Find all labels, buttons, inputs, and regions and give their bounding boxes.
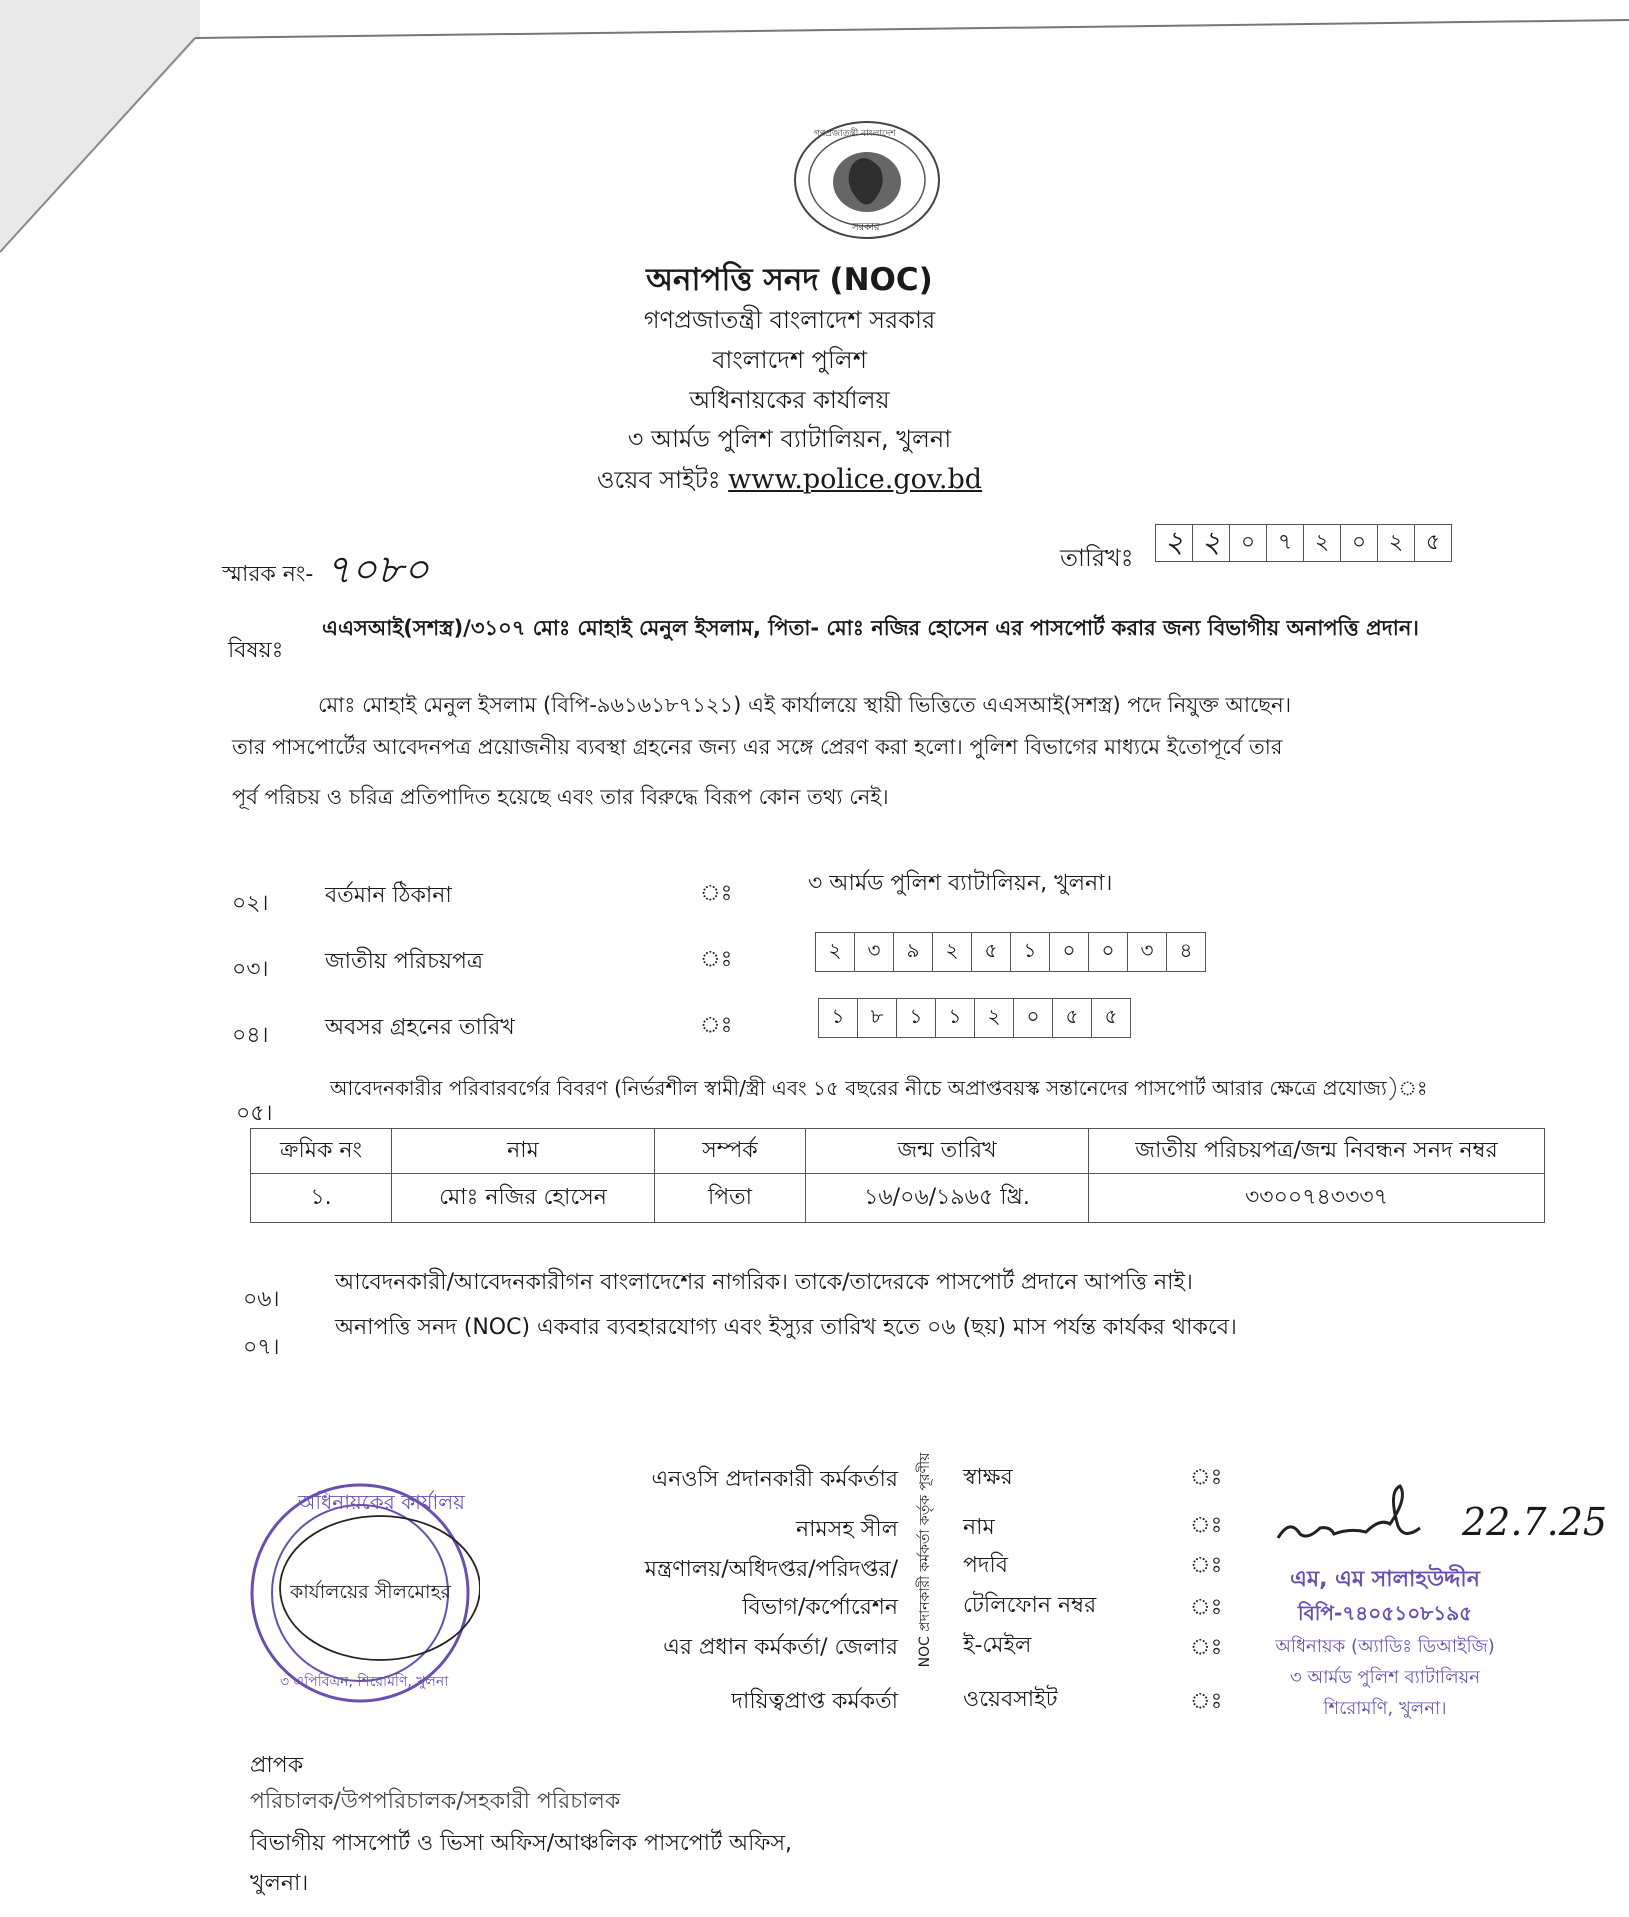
website-label: ওয়েব সাইটঃ <box>596 466 721 494</box>
header-office: অধিনায়কের কার্যালয় <box>689 386 890 414</box>
sig-left-4: বিভাগ/কর্পোরেশন <box>742 1595 898 1620</box>
nid-digit: ১ <box>1010 932 1049 972</box>
seal-text-top: গণপ্রজাতন্ত্রী বাংলাদেশ <box>814 129 896 139</box>
item-04-colon: ঃ <box>700 1013 733 1038</box>
nid-digit: ০ <box>1049 932 1088 972</box>
cell-relation: পিতা <box>655 1174 806 1223</box>
item-03-colon: ঃ <box>700 947 733 972</box>
sig-left-2: নামসহ সীল <box>795 1517 898 1542</box>
header-battalion: ৩ আর্মড পুলিশ ব্যাটালিয়ন, খুলনা <box>627 425 952 453</box>
officer-name: এম, এম সালাহউদ্দীন <box>1290 1567 1480 1592</box>
item-05-label: আবেদনকারীর পরিবারবর্গের বিবরণ (নির্ভরশীল স্বামী/স্ত্রী এবং ১৫ বছরের নীচে অপ্রাপ্তবয়স্ক সন্তানেদের পাসপোর্ট আরার ক্ষেত্রে প্রযোজ্য)ঃ <box>330 1076 1428 1100</box>
col-relation: সম্পর্ক <box>655 1129 806 1174</box>
field-colon: ঃ <box>1190 1689 1223 1714</box>
recipient-line-1: পরিচালক/উপপরিচালক/সহকারী পরিচালক <box>250 1789 621 1814</box>
website-link[interactable]: www.police.gov.bd <box>728 464 983 495</box>
govt-seal <box>792 120 942 240</box>
field-telephone: টেলিফোন নম্বর <box>963 1593 1097 1618</box>
header-website <box>0 462 1604 502</box>
nid-digit: ২ <box>932 932 971 972</box>
item-07-text: অনাপত্তি সনদ (NOC) একবার ব্যবহারযোগ্য এবং ইস্যুর তারিখ হতে ০৬ (ছয়) মাস পর্যন্ত কার্যকর থাকবে। <box>335 1315 1237 1340</box>
retire-digit: ৮ <box>857 998 896 1038</box>
item-07-num: ০৭। <box>243 1335 280 1360</box>
retire-digit: ১ <box>935 998 974 1038</box>
recipient-label: প্রাপক <box>250 1753 304 1778</box>
doc-title: অনাপত্তি সনদ (NOC) <box>646 262 933 298</box>
table-row <box>251 1174 1545 1223</box>
recipient-line-3: খুলনা। <box>250 1871 309 1896</box>
date-digit: ২ <box>1192 524 1229 562</box>
field-website: ওয়েবসাইট <box>963 1687 1058 1712</box>
subject-label: বিষয়ঃ <box>228 638 284 663</box>
nid-digit: ৯ <box>893 932 932 972</box>
field-colon: ঃ <box>1190 1595 1223 1620</box>
body-line-1: মোঃ মোহাই মেনুল ইসলাম (বিপি-৯৬১৬১৮৭১২১) এই কার্যালয়ে স্থায়ী ভিত্তিতে এএসআই(সশস্ত্র) পদে নিযুক্ত আছেন। <box>318 693 1292 717</box>
round-seal-bottom: ৩ এপিবিএন, শিরোমণি, খুলনা <box>280 1674 449 1690</box>
item-02-label: বর্তমান ঠিকানা <box>325 883 452 908</box>
col-nid: জাতীয় পরিচয়পত্র/জন্ম নিবন্ধন সনদ নম্বর <box>1089 1129 1545 1174</box>
date-digit: ২ <box>1377 524 1414 562</box>
nid-boxes <box>815 932 1206 972</box>
date-boxes <box>1155 524 1452 562</box>
retire-digit: ২ <box>974 998 1013 1038</box>
retirement-date-boxes <box>818 998 1131 1038</box>
date-digit: ২ <box>1303 524 1340 562</box>
item-02-colon: ঃ <box>700 881 733 906</box>
item-04-num: ০৪। <box>232 1023 269 1048</box>
field-colon: ঃ <box>1190 1513 1223 1538</box>
seal-text-bottom: সরকার <box>852 222 880 233</box>
signature-date: 22.7.25 <box>1462 1500 1608 1544</box>
nid-digit: ৪ <box>1166 932 1206 972</box>
sig-left-3: মন্ত্রণালয়/অধিদপ্তর/পরিদপ্তর/ <box>644 1557 898 1582</box>
col-dob: জন্ম তারিখ <box>806 1129 1089 1174</box>
item-06-text: আবেদনকারী/আবেদনকারীগন বাংলাদেশের নাগরিক। তাকে/তাদেরকে পাসপোর্ট প্রদানে আপত্তি নাই। <box>335 1270 1193 1295</box>
field-designation: পদবি <box>963 1553 1009 1578</box>
memo-label: স্মারক নং- <box>222 562 314 587</box>
officer-unit: ৩ আর্মড পুলিশ ব্যাটালিয়ন <box>1290 1667 1480 1688</box>
date-digit: ৫ <box>1414 524 1452 562</box>
cell-name: মোঃ নজির হোসেন <box>392 1174 655 1223</box>
item-03-num: ০৩। <box>232 957 269 982</box>
nid-digit: ০ <box>1088 932 1127 972</box>
officer-stamp <box>1235 1562 1535 1725</box>
header-govt: গণপ্রজাতন্ত্রী বাংলাদেশ সরকার <box>643 306 936 334</box>
handwritten-signature <box>1270 1478 1450 1558</box>
field-signature: স্বাক্ষর <box>963 1465 1013 1490</box>
col-serial: ক্রমিক নং <box>251 1129 392 1174</box>
officer-bp: বিপি-৭৪০৫১০৮১৯৫ <box>1297 1601 1473 1625</box>
body-line-2: তার পাসপোর্টের আবেদনপত্র প্রয়োজনীয় ব্যবস্থা গ্রহনের জন্য এর সঙ্গে প্রেরণ করা হলো। পুলিশ বিভাগের মাধ্যমে ইতোপূর্বে তার <box>232 735 1283 759</box>
sig-left-5: এর প্রধান কর্মকর্তা/ জেলার <box>663 1635 898 1660</box>
field-email: ই-মেইল <box>963 1633 1032 1658</box>
date-label: তারিখঃ <box>1060 544 1134 572</box>
round-office-seal <box>240 1478 480 1708</box>
item-05-num: ০৫। <box>236 1101 273 1126</box>
item-06-num: ০৬। <box>243 1287 280 1312</box>
family-table-header <box>251 1129 1545 1174</box>
nid-digit: ৩ <box>1127 932 1166 972</box>
retire-digit: ০ <box>1013 998 1052 1038</box>
date-digit: ০ <box>1229 524 1266 562</box>
retire-digit: ৫ <box>1052 998 1091 1038</box>
vertical-note: NOC প্রদানকারী কর্মকর্তা কর্তৃক পূরণীয় <box>917 1452 933 1668</box>
date-digit: ২ <box>1155 524 1192 562</box>
retire-digit: ১ <box>896 998 935 1038</box>
subject-text: এএসআই(সশস্ত্র)/৩১০৭ মোঃ মোহাই মেনুল ইসলাম, পিতা- মোঃ নজির হোসেন এর পাসপোর্ট করার জন্য বিভাগীয় অনাপত্তি প্রদান। <box>322 616 1419 640</box>
sig-left-6: দায়িত্বপ্রাপ্ত কর্মকর্তা <box>731 1689 898 1714</box>
item-03-label: জাতীয় পরিচয়পত্র <box>325 949 484 974</box>
nid-digit: ৫ <box>971 932 1010 972</box>
memo-number: ৭০৮০ <box>325 547 429 593</box>
current-address: ৩ আর্মড পুলিশ ব্যাটালিয়ন, খুলনা। <box>808 871 1113 896</box>
nid-digit: ২ <box>815 932 854 972</box>
officer-title: অধিনায়ক (অ্যাডিঃ ডিআইজি) <box>1275 1636 1495 1657</box>
col-name: নাম <box>392 1129 655 1174</box>
header-police: বাংলাদেশ পুলিশ <box>712 346 867 374</box>
field-colon: ঃ <box>1190 1553 1223 1578</box>
nid-digit: ৩ <box>854 932 893 972</box>
office-seal-label: কার্যালয়ের সীলমোহর <box>290 1581 452 1603</box>
item-02-num: ০২। <box>232 891 269 916</box>
officer-place: শিরোমণি, খুলনা। <box>1323 1698 1447 1719</box>
recipient-line-2: বিভাগীয় পাসপোর্ট ও ভিসা অফিস/আঞ্চলিক পাসপোর্ট অফিস, <box>250 1831 792 1856</box>
retire-digit: ১ <box>818 998 857 1038</box>
body-line-3: পূর্ব পরিচয় ও চরিত্র প্রতিপাদিত হয়েছে এবং তার বিরুদ্ধে বিরূপ কোন তথ্য নেই। <box>232 785 889 809</box>
cell-nid: ৩৩০০৭৪৩৩৩৭ <box>1089 1174 1545 1223</box>
date-digit: ০ <box>1340 524 1377 562</box>
field-name: নাম <box>963 1515 995 1540</box>
date-digit: ৭ <box>1266 524 1303 562</box>
sig-left-1: এনওসি প্রদানকারী কর্মকর্তার <box>651 1467 898 1492</box>
cell-dob: ১৬/০৬/১৯৬৫ খ্রি. <box>806 1174 1089 1223</box>
round-seal-text: অধিনায়কের কার্যালয় <box>298 1490 465 1514</box>
field-colon: ঃ <box>1190 1635 1223 1660</box>
field-colon: ঃ <box>1190 1465 1223 1490</box>
item-04-label: অবসর গ্রহনের তারিখ <box>325 1015 515 1040</box>
cell-serial: ১. <box>251 1174 392 1223</box>
family-table <box>250 1128 1545 1223</box>
retire-digit: ৫ <box>1091 998 1131 1038</box>
